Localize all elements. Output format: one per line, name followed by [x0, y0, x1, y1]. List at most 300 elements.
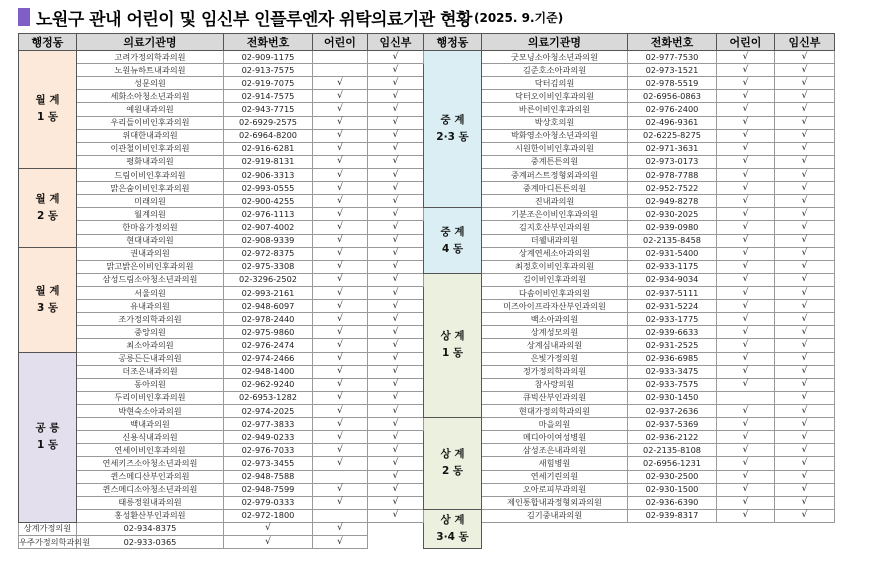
- clinic-name: 큐빅산부인과의원: [482, 391, 628, 404]
- clinic-name: 예원내과의원: [77, 103, 224, 116]
- clinic-name: 삼성드림소아청소년과의원: [77, 273, 224, 286]
- phone-number: 02-937-2636: [628, 404, 717, 417]
- pregnant-check: √: [775, 195, 835, 208]
- table-row: [19, 273, 835, 286]
- pregnant-check: √: [775, 234, 835, 247]
- phone-number: 02-937-5369: [628, 418, 717, 431]
- pregnant-check: √: [368, 352, 424, 365]
- pregnant-check: √: [368, 182, 424, 195]
- dong-label: 공 릉 1 동: [19, 352, 77, 522]
- pregnant-check: √: [368, 470, 424, 483]
- pregnant-check: √: [775, 260, 835, 273]
- clinic-name: 고려가정의학과의원: [77, 51, 224, 64]
- child-check: √: [717, 182, 775, 195]
- clinic-name: 미래의원: [77, 195, 224, 208]
- child-check: √: [717, 51, 775, 64]
- phone-number: 02-948-1400: [224, 365, 313, 378]
- table-header-row: [19, 34, 835, 51]
- phone-number: 02-933-7575: [628, 378, 717, 391]
- pregnant-check: √: [775, 352, 835, 365]
- child-check: √: [717, 444, 775, 457]
- clinic-table: [18, 33, 835, 549]
- table-row: [19, 509, 835, 522]
- phone-number: 02-974-2025: [224, 404, 313, 417]
- pregnant-check: √: [368, 365, 424, 378]
- pregnant-check: √: [368, 431, 424, 444]
- clinic-name: 은빛가정의원: [482, 352, 628, 365]
- pregnant-check: √: [368, 326, 424, 339]
- pregnant-check: √: [775, 444, 835, 457]
- phone-number: 02-6225-8275: [628, 129, 717, 142]
- child-check: √: [717, 64, 775, 77]
- pregnant-check: √: [313, 536, 368, 549]
- phone-number: 02-975-3308: [224, 260, 313, 273]
- phone-number: 02-943-7715: [224, 103, 313, 116]
- child-check: √: [717, 431, 775, 444]
- clinic-name: 퀸스메디산부인과의원: [77, 470, 224, 483]
- child-check: √: [313, 391, 368, 404]
- dong-label: 중 계 2·3 동: [424, 51, 482, 208]
- pregnant-check: √: [368, 509, 424, 522]
- child-check: √: [717, 496, 775, 509]
- pregnant-check: √: [775, 142, 835, 155]
- pregnant-check: √: [775, 339, 835, 352]
- phone-number: 02-949-8278: [628, 195, 717, 208]
- phone-number: 02-939-0980: [628, 221, 717, 234]
- child-check: √: [717, 221, 775, 234]
- clinic-name: 평화내과의원: [77, 155, 224, 168]
- pregnant-check: √: [775, 64, 835, 77]
- child-check: √: [717, 470, 775, 483]
- clinic-name: 박현숙소아과의원: [77, 404, 224, 417]
- child-check: √: [717, 313, 775, 326]
- child-check: √: [313, 195, 368, 208]
- child-check: √: [717, 260, 775, 273]
- clinic-name: 드림이비인후과의원: [77, 168, 224, 181]
- pregnant-check: √: [368, 260, 424, 273]
- clinic-name: 연세기린의원: [482, 470, 628, 483]
- child-check: [313, 470, 368, 483]
- clinic-name: 현대내과의원: [77, 234, 224, 247]
- dong-label: 상 계 2 동: [424, 418, 482, 510]
- clinic-name: 미즈아이프라자산부인과의원: [482, 300, 628, 313]
- pregnant-check: √: [313, 522, 368, 535]
- phone-number: 02-936-6390: [628, 496, 717, 509]
- phone-number: 02-937-5111: [628, 286, 717, 299]
- pregnant-check: √: [775, 313, 835, 326]
- child-check: √: [717, 234, 775, 247]
- child-check: √: [717, 457, 775, 470]
- phone-number: 02-972-8375: [224, 247, 313, 260]
- phone-number: 02-906-3313: [224, 168, 313, 181]
- child-check: √: [313, 313, 368, 326]
- phone-number: 02-978-7788: [628, 168, 717, 181]
- clinic-name: 삼성조은내과의원: [482, 444, 628, 457]
- phone-number: 02-977-7530: [628, 51, 717, 64]
- child-check: √: [313, 260, 368, 273]
- pregnant-check: √: [775, 286, 835, 299]
- phone-number: 02-975-9860: [224, 326, 313, 339]
- pregnant-check: √: [775, 300, 835, 313]
- pregnant-check: √: [775, 496, 835, 509]
- clinic-name: 세화소아청소년과의원: [77, 90, 224, 103]
- clinic-name: 퀸스메디소아청소년과의원: [77, 483, 224, 496]
- clinic-name: 오아로피부과의원: [482, 483, 628, 496]
- child-check: √: [717, 378, 775, 391]
- child-check: √: [313, 339, 368, 352]
- pregnant-check: √: [368, 103, 424, 116]
- pregnant-check: √: [775, 77, 835, 90]
- clinic-name: 닥터오이비인후과의원: [482, 90, 628, 103]
- pregnant-check: √: [368, 300, 424, 313]
- pregnant-check: √: [775, 509, 835, 522]
- child-check: √: [717, 286, 775, 299]
- clinic-name: 김기중내과의원: [482, 509, 628, 522]
- pregnant-check: √: [775, 247, 835, 260]
- phone-number: 02-934-8375: [77, 522, 224, 535]
- child-check: √: [313, 483, 368, 496]
- pregnant-check: √: [775, 457, 835, 470]
- pregnant-check: √: [368, 142, 424, 155]
- phone-number: 02-933-0365: [77, 536, 224, 549]
- clinic-name: 상계가정의원: [19, 522, 77, 535]
- child-check: √: [313, 273, 368, 286]
- clinic-name: 연세키즈소아청소년과의원: [77, 457, 224, 470]
- phone-number: 02-973-0173: [628, 155, 717, 168]
- dong-label: 상 계 3·4 동: [424, 509, 482, 548]
- clinic-name: 중앙의원: [77, 326, 224, 339]
- pregnant-check: √: [775, 221, 835, 234]
- header-child: 어린이: [717, 34, 775, 51]
- child-check: √: [313, 365, 368, 378]
- pregnant-check: √: [368, 116, 424, 129]
- child-check: √: [717, 195, 775, 208]
- pregnant-check: √: [368, 378, 424, 391]
- clinic-name: 중계튼튼의원: [482, 155, 628, 168]
- pregnant-check: √: [368, 208, 424, 221]
- phone-number: 02-2135-8458: [628, 234, 717, 247]
- clinic-name: 더웰내과의원: [482, 234, 628, 247]
- clinic-name: 기분조은이비인후과의원: [482, 208, 628, 221]
- child-check: √: [313, 444, 368, 457]
- clinic-name: 태릉정원내과의원: [77, 496, 224, 509]
- phone-number: 02-936-2122: [628, 431, 717, 444]
- child-check: √: [717, 129, 775, 142]
- phone-number: 02-930-1500: [628, 483, 717, 496]
- child-check: √: [717, 326, 775, 339]
- phone-number: 02-948-6097: [224, 300, 313, 313]
- child-check: √: [313, 247, 368, 260]
- dong-label: 상 계 1 동: [424, 273, 482, 417]
- phone-number: 02-948-7599: [224, 483, 313, 496]
- title-row: [18, 3, 563, 31]
- phone-number: 02-993-0555: [224, 182, 313, 195]
- phone-number: 02-976-2400: [628, 103, 717, 116]
- pregnant-check: √: [775, 103, 835, 116]
- clinic-name: 상계성모의원: [482, 326, 628, 339]
- clinic-name: 연세이비인후과의원: [77, 444, 224, 457]
- child-check: √: [717, 168, 775, 181]
- child-check: √: [717, 142, 775, 155]
- title-marker: [18, 8, 30, 26]
- clinic-name: 바른이비인후과의원: [482, 103, 628, 116]
- dong-label: 월 계 2 동: [19, 168, 77, 247]
- phone-number: 02-973-3455: [224, 457, 313, 470]
- clinic-name: 성문의원: [77, 77, 224, 90]
- clinic-name: 동아의원: [77, 378, 224, 391]
- child-check: √: [717, 247, 775, 260]
- clinic-name: 맑은숨이비인후과의원: [77, 182, 224, 195]
- clinic-name: 신용식내과의원: [77, 431, 224, 444]
- phone-number: 02-6956-0863: [628, 90, 717, 103]
- child-check: √: [717, 509, 775, 522]
- pregnant-check: √: [368, 155, 424, 168]
- pregnant-check: √: [775, 273, 835, 286]
- clinic-name: 상계심내과의원: [482, 339, 628, 352]
- pregnant-check: √: [368, 129, 424, 142]
- child-check: √: [313, 129, 368, 142]
- child-check: √: [313, 378, 368, 391]
- clinic-name: 김지호산부인과의원: [482, 221, 628, 234]
- table-row: [19, 208, 835, 221]
- pregnant-check: √: [775, 155, 835, 168]
- pregnant-check: √: [368, 234, 424, 247]
- page-date: (2025. 9.기준): [473, 10, 564, 25]
- clinic-name: 상계연세소아과의원: [482, 247, 628, 260]
- clinic-name: 조가정의학과의원: [77, 313, 224, 326]
- clinic-name: 권내과의원: [77, 247, 224, 260]
- phone-number: 02-976-7033: [224, 444, 313, 457]
- phone-number: 02-3296-2502: [224, 273, 313, 286]
- pregnant-check: √: [368, 51, 424, 64]
- header-clinic: 의료기관명: [482, 34, 628, 51]
- phone-number: 02-978-2440: [224, 313, 313, 326]
- phone-number: 02-976-2474: [224, 339, 313, 352]
- pregnant-check: √: [368, 483, 424, 496]
- pregnant-check: √: [775, 431, 835, 444]
- pregnant-check: √: [368, 457, 424, 470]
- child-check: √: [313, 77, 368, 90]
- pregnant-check: √: [775, 90, 835, 103]
- pregnant-check: √: [368, 339, 424, 352]
- phone-number: 02-930-1450: [628, 391, 717, 404]
- phone-number: 02-914-7575: [224, 90, 313, 103]
- child-check: √: [717, 300, 775, 313]
- clinic-name: 맑고밝은이비인후과의원: [77, 260, 224, 273]
- phone-number: 02-930-2025: [628, 208, 717, 221]
- phone-number: 02-6953-1282: [224, 391, 313, 404]
- table-body: [19, 51, 835, 549]
- clinic-name: 위대한내과의원: [77, 129, 224, 142]
- page-title: 노원구 관내 어린이 및 임신부 인플루엔자 위탁의료기관 현황: [36, 9, 472, 30]
- phone-number: 02-916-6281: [224, 142, 313, 155]
- phone-number: 02-933-1775: [628, 313, 717, 326]
- pregnant-check: √: [368, 418, 424, 431]
- clinic-name: 시원한이비인후과의원: [482, 142, 628, 155]
- clinic-name: 마을의원: [482, 418, 628, 431]
- child-check: √: [717, 352, 775, 365]
- child-check: √: [717, 90, 775, 103]
- child-check: √: [717, 483, 775, 496]
- pregnant-check: √: [775, 326, 835, 339]
- header-pregnant: 임신부: [368, 34, 424, 51]
- clinic-name: 우리들이비인후과의원: [77, 116, 224, 129]
- phone-number: 02-919-8131: [224, 155, 313, 168]
- child-check: √: [313, 404, 368, 417]
- pregnant-check: √: [368, 77, 424, 90]
- clinic-name: 월계의원: [77, 208, 224, 221]
- child-check: √: [717, 77, 775, 90]
- clinic-name: 박상호의원: [482, 116, 628, 129]
- header-dong: 행정동: [424, 34, 482, 51]
- header-child: 어린이: [313, 34, 368, 51]
- child-check: √: [313, 286, 368, 299]
- phone-number: 02-930-2500: [628, 470, 717, 483]
- child-check: √: [717, 116, 775, 129]
- clinic-name: 두리이비인후과의원: [77, 391, 224, 404]
- clinic-name: 서울의원: [77, 286, 224, 299]
- child-check: √: [224, 536, 313, 549]
- child-check: √: [313, 234, 368, 247]
- phone-number: 02-909-1175: [224, 51, 313, 64]
- pregnant-check: √: [368, 391, 424, 404]
- clinic-name: 최정호이비인후과의원: [482, 260, 628, 273]
- pregnant-check: √: [775, 116, 835, 129]
- pregnant-check: √: [775, 168, 835, 181]
- clinic-name: 참사랑의원: [482, 378, 628, 391]
- child-check: √: [313, 326, 368, 339]
- child-check: √: [313, 418, 368, 431]
- header-clinic: 의료기관명: [77, 34, 224, 51]
- phone-number: 02-934-9034: [628, 273, 717, 286]
- child-check: √: [717, 404, 775, 417]
- child-check: √: [313, 431, 368, 444]
- child-check: √: [313, 155, 368, 168]
- clinic-name: 한마음가정의원: [77, 221, 224, 234]
- phone-number: 02-919-7075: [224, 77, 313, 90]
- clinic-name: 홍성환산부인과의원: [77, 509, 224, 522]
- clinic-name: 메디아이여성병원: [482, 431, 628, 444]
- pregnant-check: √: [368, 247, 424, 260]
- pregnant-check: √: [775, 365, 835, 378]
- child-check: √: [717, 273, 775, 286]
- child-check: √: [224, 522, 313, 535]
- clinic-name: 닥터김의원: [482, 77, 628, 90]
- clinic-name: 김이비인후과의원: [482, 273, 628, 286]
- phone-number: 02-939-8317: [628, 509, 717, 522]
- phone-number: 02-979-0333: [224, 496, 313, 509]
- phone-number: 02-974-2466: [224, 352, 313, 365]
- phone-number: 02-900-4255: [224, 195, 313, 208]
- clinic-name: 박화영소아청소년과의원: [482, 129, 628, 142]
- phone-number: 02-952-7522: [628, 182, 717, 195]
- phone-number: 02-962-9240: [224, 378, 313, 391]
- pregnant-check: √: [368, 168, 424, 181]
- pregnant-check: √: [368, 444, 424, 457]
- header-phone: 전화번호: [224, 34, 313, 51]
- child-check: √: [313, 103, 368, 116]
- child-check: √: [313, 208, 368, 221]
- dong-label: 월 계 3 동: [19, 247, 77, 352]
- clinic-name: 유내과의원: [77, 300, 224, 313]
- pregnant-check: √: [368, 404, 424, 417]
- phone-number: 02-933-3475: [628, 365, 717, 378]
- clinic-name: 최소아과의원: [77, 339, 224, 352]
- phone-number: 02-931-5224: [628, 300, 717, 313]
- phone-number: 02-976-1113: [224, 208, 313, 221]
- header-dong: 행정동: [19, 34, 77, 51]
- table-row: [19, 418, 835, 431]
- phone-number: 02-973-1521: [628, 64, 717, 77]
- child-check: √: [717, 208, 775, 221]
- header-phone: 전화번호: [628, 34, 717, 51]
- phone-number: 02-496-9361: [628, 116, 717, 129]
- phone-number: 02-971-3631: [628, 142, 717, 155]
- phone-number: 02-913-7575: [224, 64, 313, 77]
- child-check: √: [313, 168, 368, 181]
- clinic-name: 굿모닝소아청소년과의원: [482, 51, 628, 64]
- pregnant-check: √: [775, 391, 835, 404]
- phone-number: 02-972-1800: [224, 509, 313, 522]
- clinic-name: 다솜이비인후과의원: [482, 286, 628, 299]
- child-check: √: [717, 365, 775, 378]
- child-check: [313, 51, 368, 64]
- clinic-name: 현대가정의학과의원: [482, 404, 628, 417]
- pregnant-check: √: [775, 208, 835, 221]
- child-check: √: [313, 90, 368, 103]
- clinic-name: 우주가정의학과의원: [19, 536, 77, 549]
- phone-number: 02-931-2525: [628, 339, 717, 352]
- pregnant-check: √: [368, 90, 424, 103]
- phone-number: 02-993-2161: [224, 286, 313, 299]
- clinic-name: 제인통합내과정형외과의원: [482, 496, 628, 509]
- child-check: [717, 391, 775, 404]
- phone-number: 02-978-5519: [628, 77, 717, 90]
- child-check: √: [313, 352, 368, 365]
- child-check: √: [313, 182, 368, 195]
- child-check: √: [717, 155, 775, 168]
- clinic-name: 이관철이비인후과의원: [77, 142, 224, 155]
- phone-number: 02-939-6633: [628, 326, 717, 339]
- table-row: [19, 51, 835, 64]
- pregnant-check: √: [368, 313, 424, 326]
- phone-number: 02-6956-1231: [628, 457, 717, 470]
- phone-number: 02-936-6985: [628, 352, 717, 365]
- phone-number: 02-907-4002: [224, 221, 313, 234]
- child-check: [313, 64, 368, 77]
- phone-number: 02-977-3833: [224, 418, 313, 431]
- pregnant-check: √: [775, 483, 835, 496]
- phone-number: 02-948-7588: [224, 470, 313, 483]
- phone-number: 02-931-5400: [628, 247, 717, 260]
- clinic-name: 새힘병원: [482, 457, 628, 470]
- header-pregnant: 임신부: [775, 34, 835, 51]
- child-check: √: [313, 221, 368, 234]
- child-check: √: [313, 300, 368, 313]
- clinic-name: 노원뉴하트내과의원: [77, 64, 224, 77]
- pregnant-check: √: [368, 221, 424, 234]
- child-check: √: [313, 457, 368, 470]
- phone-number: 02-6964-8200: [224, 129, 313, 142]
- child-check: √: [313, 116, 368, 129]
- pregnant-check: √: [775, 418, 835, 431]
- phone-number: 02-949-0233: [224, 431, 313, 444]
- child-check: [313, 509, 368, 522]
- pregnant-check: √: [775, 182, 835, 195]
- pregnant-check: √: [368, 64, 424, 77]
- pregnant-check: √: [775, 404, 835, 417]
- phone-number: 02-933-1175: [628, 260, 717, 273]
